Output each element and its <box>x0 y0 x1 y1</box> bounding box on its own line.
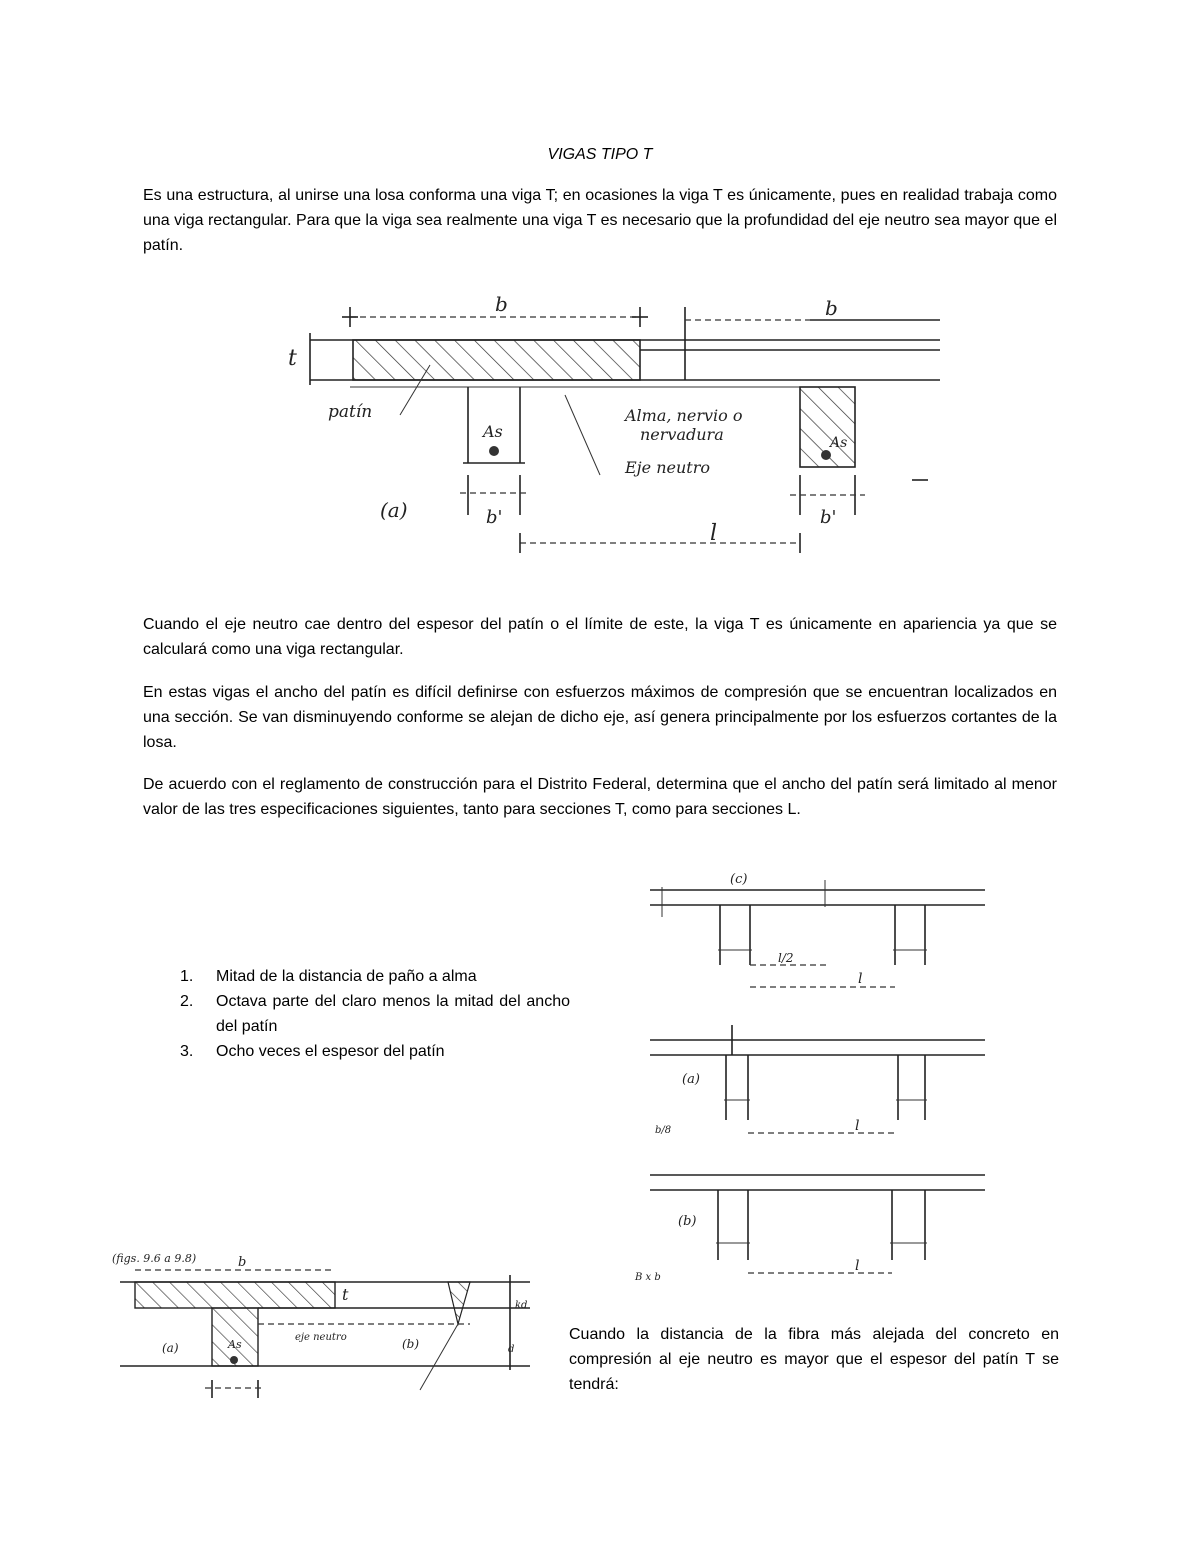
figure-a <box>650 872 985 987</box>
figure-c <box>634 1175 985 1283</box>
label-fig-a: (a) <box>380 498 408 522</box>
label-nervadura: nervadura <box>640 425 724 444</box>
specification-list <box>180 964 570 1064</box>
label-b-left: b <box>495 292 508 316</box>
label-b8: b/8 <box>655 1125 672 1136</box>
paragraph-conclusion: Cuando la distancia de la fibra más alejada del concreto en compresión al eje neutro es mayor que el espesor del patín T se tendrá: <box>569 1326 1059 1393</box>
label-l-c: l <box>855 1258 860 1274</box>
list-text: Octava parte del claro menos la mitad del ancho del patín <box>216 993 570 1035</box>
paragraph-eje-neutro: Cuando el eje neutro cae dentro del espesor del patín o el límite de este, la viga T es únicamente en apariencia ya que se calculará como una viga rectangular. <box>143 616 1057 658</box>
figure-b <box>650 1025 985 1136</box>
label-d: d <box>508 1344 515 1355</box>
slab-hatched <box>353 340 640 380</box>
list-text: Mitad de la distancia de paño a alma <box>216 968 477 985</box>
label-bx: B x b <box>635 1272 661 1283</box>
label-l-b: l <box>855 1118 860 1134</box>
paragraph-ancho-patin: En estas vigas el ancho del patín es difícil definirse con esfuerzos máximos de compresión que se encuentran localizados en una sección. Se van disminuyendo conforme se alejan de dicho eje, así genera principalmente por los esfuerzos cortantes de la losa. <box>143 684 1057 751</box>
paragraph-reglamento: De acuerdo con el reglamento de construcción para el Distrito Federal, determina que el ancho del patín será limitado al menor valor de las tres especificaciones siguientes, tanto para secciones T, como para secciones L. <box>143 776 1057 818</box>
label-patin: patín <box>328 402 373 422</box>
stress-figure <box>110 1240 540 1410</box>
label-b: b <box>238 1255 247 1270</box>
label-b-right: b <box>825 296 838 320</box>
list-number: 3. <box>180 1043 194 1060</box>
list-text: Ocho veces el espesor del patín <box>216 1043 445 1060</box>
label-as-right: As <box>830 435 848 451</box>
label-b: (a) <box>682 1072 700 1087</box>
label-eje-neutro: Eje neutro <box>625 458 710 477</box>
web-right <box>800 387 855 467</box>
list-item <box>180 989 570 1039</box>
paragraph-intro: Es una estructura, al unirse una losa conforma una viga T; en ocasiones la viga T es únicamente, pues en realidad trabaja como una viga rectangular. Para que la viga sea realmente una viga T es necesario que la profundidad del eje neutro sea mayor que el patín. <box>143 187 1057 254</box>
label-ref: (figs. 9.6 a 9.8) <box>112 1252 197 1265</box>
label-kd: kd <box>515 1300 528 1311</box>
list-number: 1. <box>180 968 194 985</box>
label-t: t <box>342 1285 349 1304</box>
label-l: l <box>858 971 863 987</box>
label-bprime-right: b' <box>820 507 837 528</box>
label-as: As <box>228 1338 242 1351</box>
list-number: 2. <box>180 993 194 1010</box>
label-c: (b) <box>678 1214 697 1229</box>
label-a: (c) <box>730 872 748 887</box>
label-l-half: l/2 <box>778 951 794 965</box>
span-dimension-line <box>520 533 800 553</box>
page-title: VIGAS TIPO T <box>547 146 653 163</box>
list-item <box>180 964 570 989</box>
label-bprime-left: b' <box>486 507 503 528</box>
list-item <box>180 1039 570 1064</box>
label-a: (a) <box>162 1341 179 1355</box>
label-t: t <box>288 346 297 371</box>
flange-width-figures <box>630 865 990 1285</box>
label-as-left: As <box>483 422 503 441</box>
label-b2: (b) <box>402 1337 420 1351</box>
label-l: l <box>710 521 718 546</box>
label-alma: Alma, nervio o <box>625 406 743 425</box>
t-beam-figure <box>280 285 940 575</box>
label-eje: eje neutro <box>295 1332 347 1343</box>
